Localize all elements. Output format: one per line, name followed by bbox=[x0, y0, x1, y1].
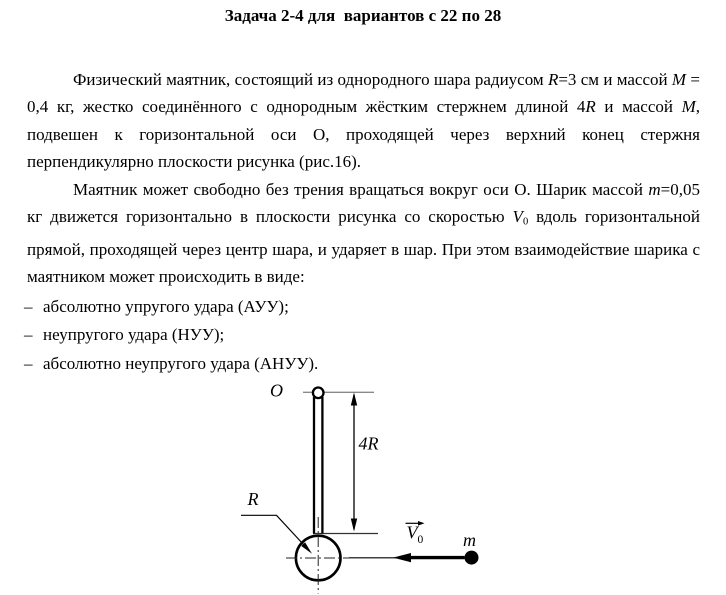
radius-arrow-icon bbox=[301, 542, 312, 553]
subscript-text: 0 bbox=[522, 216, 529, 228]
text-run: вдоль горизонтальной прямой, проходящей через центр шара, и ударяет в шар. При этом взаимодействие шарика с маятником может происходить в виде: bbox=[27, 207, 700, 287]
list-item bbox=[24, 321, 700, 349]
math-variable: V bbox=[512, 207, 523, 227]
list-item bbox=[24, 350, 700, 378]
ball-radius-label: R bbox=[247, 489, 259, 509]
text-run: Маятник может свободно без трения вращаться вокруг оси О. Шарик массой bbox=[73, 179, 649, 199]
dash-marker: – bbox=[24, 325, 33, 345]
list-item-text: абсолютно упругого удара (АУУ); bbox=[43, 296, 289, 316]
text-run: , подвешен к горизонтальной оси О, проходящей через верхний конец стержня перпендикулярно плоскости рисунка (рис.16). bbox=[27, 97, 700, 172]
text-run: = 0,4 кг, жестко соединённого с однородным жёстким стержнем длиной 4 bbox=[27, 70, 700, 117]
striker-ball bbox=[465, 551, 479, 565]
text-run: Физический маятник, состоящий из однородного шара радиусом bbox=[73, 70, 548, 89]
velocity-vector-arrow-icon bbox=[418, 521, 425, 526]
velocity-arrowhead-icon bbox=[393, 553, 411, 562]
paragraph bbox=[27, 176, 700, 291]
pivot-label: O bbox=[270, 380, 283, 401]
dash-marker: – bbox=[24, 296, 33, 316]
text-run: =0,05 кг движется горизонтально в плоскости рисунка со скоростью bbox=[27, 179, 700, 227]
list-item-text: абсолютно неупругого удара (АНУУ). bbox=[43, 353, 319, 373]
list-item bbox=[24, 293, 700, 321]
math-variable: R bbox=[585, 97, 596, 117]
math-variable: R bbox=[547, 70, 559, 89]
dimension-arrow-up-icon bbox=[351, 393, 357, 406]
radius-leader-line bbox=[241, 515, 304, 544]
pivot-ring bbox=[313, 388, 324, 399]
dimension-arrow-down-icon bbox=[351, 519, 357, 532]
velocity-symbol: V bbox=[406, 522, 418, 543]
math-variable: M bbox=[671, 70, 687, 89]
dash-marker: – bbox=[24, 353, 33, 373]
text-run: =3 см и массой bbox=[558, 70, 672, 89]
problem-title: Задача 2-4 для вариантов с 22 по 28 bbox=[224, 6, 502, 25]
text-run: и массой bbox=[595, 97, 682, 117]
paragraph bbox=[27, 66, 700, 176]
bullet-list bbox=[24, 293, 700, 378]
math-variable: m bbox=[648, 179, 661, 199]
rod-length-label: 4R bbox=[358, 433, 379, 454]
problem-text bbox=[24, 66, 700, 378]
velocity-subscript-text: 0 bbox=[417, 534, 424, 546]
pendulum-ball bbox=[296, 536, 341, 581]
striker-mass-label: m bbox=[463, 530, 476, 550]
math-variable: M bbox=[681, 97, 696, 117]
list-item-text: неупругого удара (НУУ); bbox=[43, 325, 225, 345]
velocity-label bbox=[407, 523, 424, 547]
paragraphs bbox=[27, 66, 700, 291]
